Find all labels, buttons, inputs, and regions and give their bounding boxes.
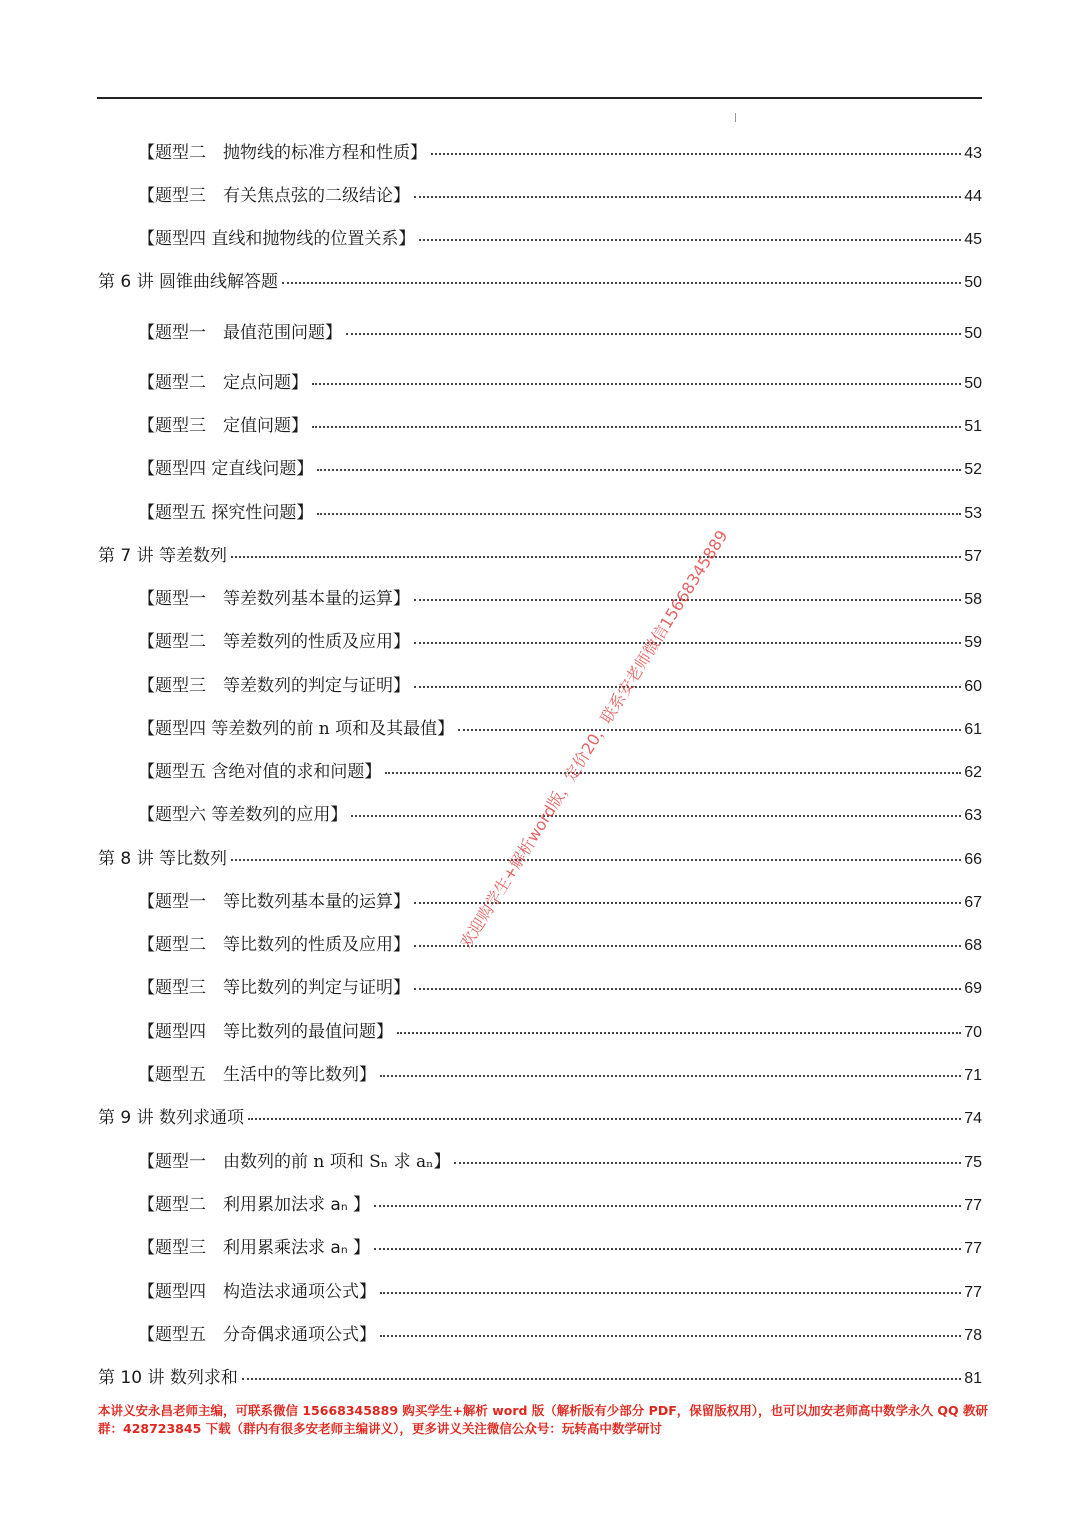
toc-page-number: 66 <box>964 851 982 868</box>
toc-entry-label: 【题型五 探究性问题】 <box>138 503 314 523</box>
toc-page-number: 63 <box>964 807 982 824</box>
toc-dot-leader <box>454 1162 961 1164</box>
toc-entry-label: 【题型三 有关焦点弦的二级结论】 <box>138 186 410 206</box>
toc-dot-leader <box>419 239 961 241</box>
toc-entry-label: 【题型四 直线和抛物线的位置关系】 <box>138 229 416 249</box>
toc-page-number: 77 <box>964 1284 982 1301</box>
toc-page-number: 53 <box>964 505 982 522</box>
toc-page-number: 77 <box>964 1197 982 1214</box>
toc-section-entry[interactable] <box>138 1150 982 1174</box>
toc-page-number: 44 <box>964 188 982 205</box>
toc-dot-leader <box>312 426 961 428</box>
toc-dot-leader <box>248 1118 961 1120</box>
toc-dot-leader <box>431 153 961 155</box>
toc-entry-label: 【题型四 等比数列的最值问题】 <box>138 1022 393 1042</box>
toc-entry-label: 【题型四 定直线问题】 <box>138 459 314 479</box>
toc-page-number: 70 <box>964 1024 982 1041</box>
toc-section-entry[interactable] <box>138 1193 982 1217</box>
toc-entry-label: 【题型二 定点问题】 <box>138 373 308 393</box>
toc-page-number: 50 <box>964 325 982 342</box>
toc-page-number: 71 <box>964 1067 982 1084</box>
toc-page-number: 50 <box>964 274 982 291</box>
toc-section-entry[interactable] <box>138 184 982 208</box>
toc-entry-label: 【题型六 等差数列的应用】 <box>138 805 348 825</box>
toc-page-number: 78 <box>964 1327 982 1344</box>
toc-dot-leader <box>242 1378 961 1380</box>
toc-page-number: 61 <box>964 721 982 738</box>
toc-dot-leader <box>231 556 961 558</box>
toc-page-number: 43 <box>964 145 982 162</box>
toc-section-entry[interactable] <box>138 630 982 654</box>
toc-section-entry[interactable] <box>138 141 982 165</box>
toc-section-entry[interactable] <box>138 1280 982 1304</box>
toc-section-entry[interactable] <box>138 1020 982 1044</box>
toc-entry-label: 【题型一 等差数列基本量的运算】 <box>138 589 410 609</box>
toc-page-number: 59 <box>964 634 982 651</box>
toc-page-number: 81 <box>964 1370 982 1387</box>
toc-chapter-entry[interactable] <box>98 270 982 294</box>
toc-dot-leader <box>414 686 961 688</box>
toc-section-entry[interactable] <box>138 227 982 251</box>
toc-page-number: 57 <box>964 548 982 565</box>
toc-page-number: 60 <box>964 678 982 695</box>
toc-section-entry[interactable] <box>138 587 982 611</box>
toc-section-entry[interactable] <box>138 457 982 481</box>
toc-page-number: 77 <box>964 1240 982 1257</box>
toc-dot-leader <box>385 772 961 774</box>
toc-entry-label: 【题型二 抛物线的标准方程和性质】 <box>138 143 427 163</box>
toc-page-number: 62 <box>964 764 982 781</box>
toc-entry-label: 第 9 讲 数列求通项 <box>98 1108 245 1128</box>
toc-section-entry[interactable] <box>138 371 982 395</box>
toc-entry-label: 【题型一 最值范围问题】 <box>138 323 342 343</box>
toc-dot-leader <box>351 815 961 817</box>
toc-dot-leader <box>414 945 961 947</box>
toc-dot-leader <box>346 333 961 335</box>
toc-section-entry[interactable] <box>138 890 982 914</box>
toc-section-entry[interactable] <box>138 501 982 525</box>
toc-page-number: 69 <box>964 980 982 997</box>
toc-entry-label: 【题型二 利用累加法求 aₙ 】 <box>138 1195 370 1215</box>
toc-dot-leader <box>380 1335 961 1337</box>
toc-entry-label: 【题型三 利用累乘法求 aₙ 】 <box>138 1238 370 1258</box>
toc-chapter-entry[interactable] <box>98 847 982 871</box>
toc-section-entry[interactable] <box>138 976 982 1000</box>
toc-page-number: 50 <box>964 375 982 392</box>
toc-section-entry[interactable] <box>138 1063 982 1087</box>
toc-entry-label: 第 6 讲 圆锥曲线解答题 <box>98 272 279 292</box>
toc-page-number: 74 <box>964 1110 982 1127</box>
toc-entry-label: 【题型二 等比数列的性质及应用】 <box>138 935 410 955</box>
toc-page-number: 52 <box>964 461 982 478</box>
toc-entry-label: 【题型二 等差数列的性质及应用】 <box>138 632 410 652</box>
watermark: 欢迎购学生+解析word版，定价20，联系安老师微信15668345889 <box>456 526 732 952</box>
toc-entry-label: 【题型一 等比数列基本量的运算】 <box>138 892 410 912</box>
toc-section-entry[interactable] <box>138 674 982 698</box>
toc-entry-label: 【题型三 等比数列的判定与证明】 <box>138 978 410 998</box>
toc-dot-leader <box>317 469 961 471</box>
toc-section-entry[interactable] <box>138 717 982 741</box>
toc-page-number: 68 <box>964 937 982 954</box>
toc-dot-leader <box>414 642 961 644</box>
toc-dot-leader <box>317 513 961 515</box>
toc-entry-label: 第 10 讲 数列求和 <box>98 1368 238 1388</box>
toc-dot-leader <box>374 1205 961 1207</box>
toc-dot-leader <box>414 196 961 198</box>
toc-dot-leader <box>380 1075 961 1077</box>
toc-dot-leader <box>374 1248 961 1250</box>
toc-dot-leader <box>458 729 961 731</box>
toc-entry-label: 【题型五 生活中的等比数列】 <box>138 1065 376 1085</box>
toc-dot-leader <box>397 1032 961 1034</box>
toc-dot-leader <box>414 988 961 990</box>
toc-entry-label: 【题型三 等差数列的判定与证明】 <box>138 676 410 696</box>
toc-dot-leader <box>231 859 961 861</box>
toc-entry-label: 【题型四 等差数列的前 n 项和及其最值】 <box>138 719 455 739</box>
toc-entry-label: 【题型五 含绝对值的求和问题】 <box>138 762 382 782</box>
toc-entry-label: 【题型五 分奇偶求通项公式】 <box>138 1325 376 1345</box>
toc-section-entry[interactable] <box>138 933 982 957</box>
toc-section-entry[interactable] <box>138 321 982 345</box>
toc-page-number: 67 <box>964 894 982 911</box>
toc-chapter-entry[interactable] <box>98 1366 982 1390</box>
toc-section-entry[interactable] <box>138 414 982 438</box>
toc-page-number: 45 <box>964 231 982 248</box>
toc-entry-label: 【题型三 定值问题】 <box>138 416 308 436</box>
toc-section-entry[interactable] <box>138 1236 982 1260</box>
toc-page-number: 58 <box>964 591 982 608</box>
toc-entry-label: 第 8 讲 等比数列 <box>98 849 228 869</box>
toc-entry-label: 【题型一 由数列的前 n 项和 Sₙ 求 aₙ】 <box>138 1152 451 1172</box>
toc-chapter-entry[interactable] <box>98 1106 982 1130</box>
toc-page-number: 51 <box>964 418 982 435</box>
toc-chapter-entry[interactable] <box>98 544 982 568</box>
toc-dot-leader <box>282 282 961 284</box>
toc-entry-label: 第 7 讲 等差数列 <box>98 546 228 566</box>
toc-dot-leader <box>312 383 961 385</box>
toc-section-entry[interactable] <box>138 1323 982 1347</box>
toc-entry-label: 【题型四 构造法求通项公式】 <box>138 1282 376 1302</box>
toc-dot-leader <box>380 1292 961 1294</box>
toc-page-number: 75 <box>964 1154 982 1171</box>
footer-notice: 本讲义安永昌老师主编，可联系微信 15668345889 购买学生+解析 word 版（解析版有少部分 PDF，保留版权用），也可以加安老师高中数学永久 QQ 教研群：428723845 下载（群内有很多安老师主编讲义），更多讲义关注微信公众号：玩转高中数学研讨 <box>98 1403 988 1436</box>
